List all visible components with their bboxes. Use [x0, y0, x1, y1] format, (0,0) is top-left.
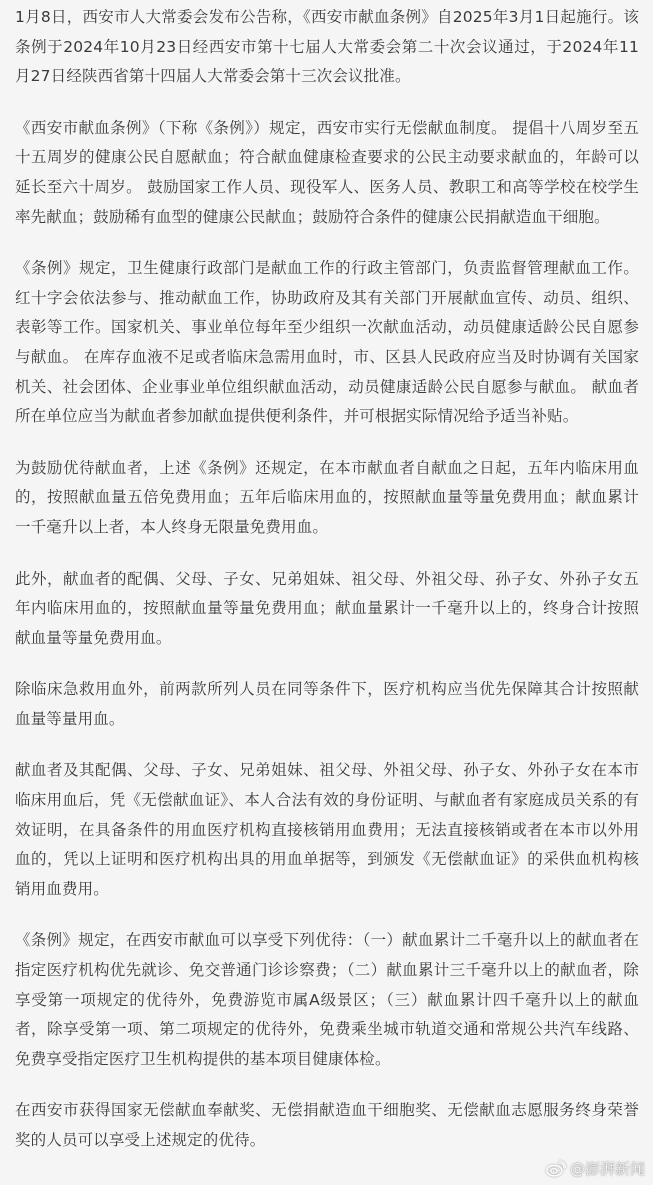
paragraph-reimbursement: 献血者及其配偶、父母、子女、兄弟姐妹、祖父母、外祖父母、孙子女、外孙子女在本市临床用血后，凭《无偿献血证》、本人合法有效的身份证明、与献血者有家庭成员关系的有效证明，在具备条件的用血医疗机构直接核销用血费用；无法直接核销或者在本市以外用血的，凭以上证明和医疗机构出具的用血单据等，到颁发《无偿献血证》的采供血机构核销用血费用。: [15, 761, 639, 898]
watermark-text: @澎湃新闻: [569, 1160, 645, 1178]
paragraph-responsibilities: 《条例》规定，卫生健康行政部门是献血工作的行政主管部门，负责监督管理献血工作。红十字会依法参与、推动献血工作，协助政府及其有关部门开展献血宣传、动员、组织、表彰等工作。国家机关、事业单位每年至少组织一次献血活动，动员健康适龄公民自愿参与献血。 在库存血液不足或者临床急需用血时，市、区县人民政府应当及时协调有关国家机关、社会团体、企业事业单位组织献血活动，动员健康适龄公民自愿参与献血。 献血者所在单位应当为献血者参加献血提供便利条件，并可根据实际情况给予适当补贴。: [15, 259, 639, 426]
paragraph-free-blood: 为鼓励优待献血者，上述《条例》还规定，在本市献血者自献血之日起，五年内临床用血的，按照献血量五倍免费用血；五年后临床用血的，按照献血量等量免费用血；献血累计一千毫升以上者，本人终身无限量免费用血。: [15, 458, 639, 536]
paragraph-announcement: 1月8日，西安市人大常委会发布公告称，《西安市献血条例》自2025年3月1日起施行。该条例于2024年10月23日经西安市第十七届人大常委会第二十次会议通过，于2024年11月27日经陕西省第十四届人大常委会第十三次会议批准。: [15, 8, 639, 86]
paragraph-gap: [15, 92, 639, 114]
paragraph-gap: [15, 653, 639, 675]
paragraph-benefits: 《条例》规定，在西安市献血可以享受下列优待：（一）献血累计二千毫升以上的献血者在指定医疗机构优先就诊、免交普通门诊诊察费；（二）献血累计三千毫升以上的献血者，除享受第一项规定的优待外，免费游览市属A级景区；（三）献血累计四千毫升以上的献血者，除享受第一项、第二项规定的优待外，免费乘坐城市轨道交通和常规公共汽车线路、免费享受指定医疗卫生机构提供的基本项目健康体检。: [15, 931, 639, 1068]
paragraph-gap: [15, 1074, 639, 1096]
paragraph-gap: [15, 432, 639, 454]
paragraph-priority: 除临床急救用血外，前两款所列人员在同等条件下，医疗机构应当优先保障其合计按照献血量等量用血。: [15, 680, 639, 728]
paragraph-honors: 在西安市获得国家无偿献血奉献奖、无偿捐献造血干细胞奖、无偿献血志愿服务终身荣誉奖的人员可以享受上述规定的优待。: [15, 1101, 639, 1149]
paragraph-gap: [15, 232, 639, 254]
paragraph-gap: [15, 543, 639, 565]
paragraph-gap: [15, 734, 639, 756]
paragraph-family: 此外，献血者的配偶、父母、子女、兄弟姐妹、祖父母、外祖父母、孙子女、外孙子女五年内临床用血的，按照献血量等量免费用血；献血量累计一千毫升以上的，终身合计按照献血量等量免费用血。: [15, 569, 639, 647]
paragraph-gap: [15, 904, 639, 926]
paragraph-system: 《西安市献血条例》（下称《条例》）规定，西安市实行无偿献血制度。 提倡十八周岁至五十五周岁的健康公民自愿献血；符合献血健康检查要求的公民主动要求献血的，年龄可以延长至六十周岁。 鼓励国家工作人员、现役军人、医务人员、教职工和高等学校在校学生率先献血；鼓励稀有血型的健康公民献血；鼓励符合条件的健康公民捐献造血干细胞。: [15, 118, 639, 226]
